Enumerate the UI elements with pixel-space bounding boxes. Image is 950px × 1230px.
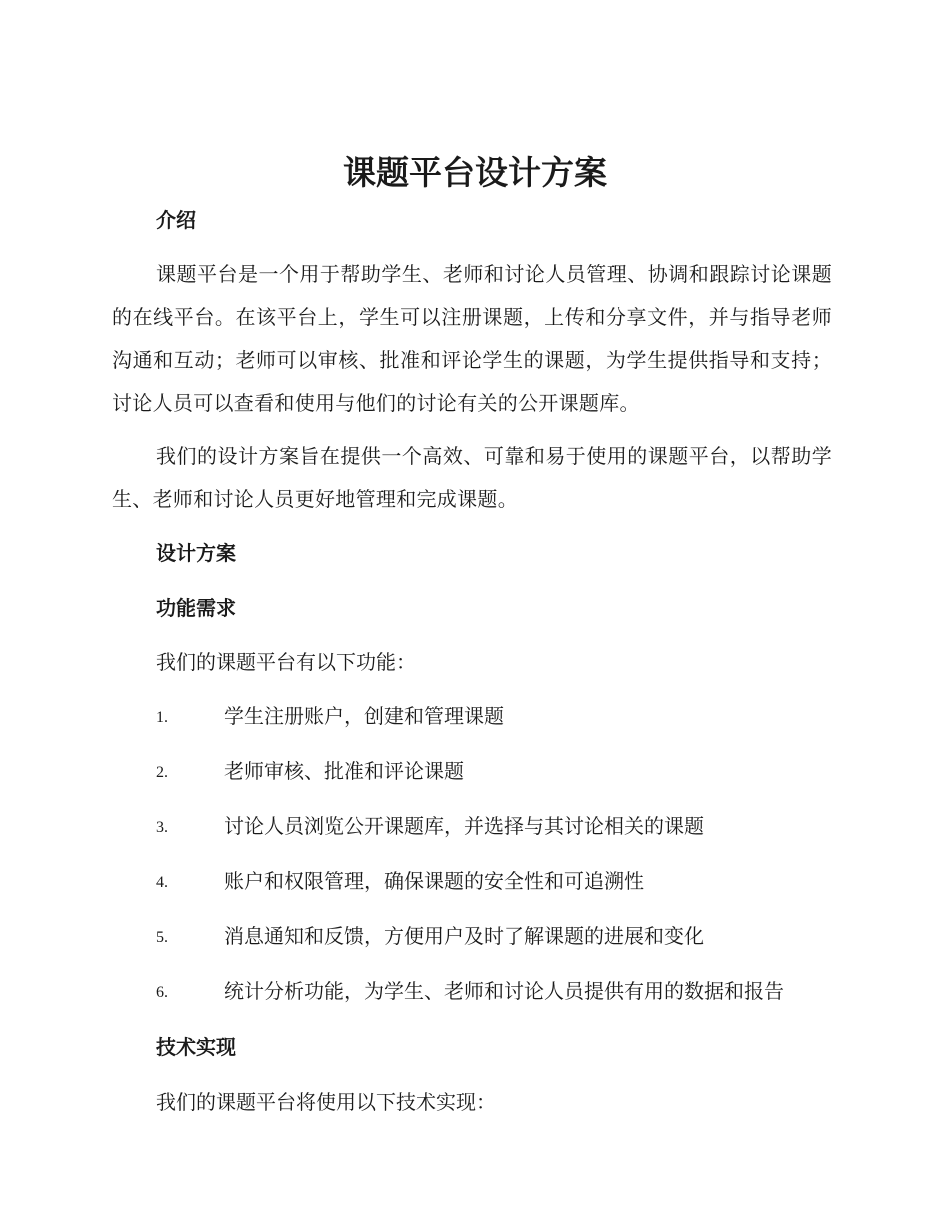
list-item-text: 统计分析功能，为学生、老师和讨论人员提供有用的数据和报告	[224, 979, 784, 1003]
list-item-text: 讨论人员浏览公开课题库，并选择与其讨论相关的课题	[224, 814, 704, 838]
intro-paragraph-1: 课题平台是一个用于帮助学生、老师和讨论人员管理、协调和跟踪讨论课题的在线平台。在该平台上，学生可以注册课题，上传和分享文件，并与指导老师沟通和互动；老师可以审核、批准和评论学生的课题，为学生提供指导和支持；讨论人员可以查看和使用与他们的讨论有关的公开课题库。	[112, 262, 832, 415]
list-item	[156, 812, 856, 867]
list-item-text: 老师审核、批准和评论课题	[224, 759, 464, 783]
list-item-text: 消息通知和反馈，方便用户及时了解课题的进展和变化	[224, 924, 704, 948]
function-requirements-heading: 功能需求	[156, 596, 236, 620]
list-item-number: 3.	[156, 819, 168, 836]
function-intro-text: 我们的课题平台有以下功能：	[156, 650, 416, 674]
list-item	[156, 922, 856, 977]
list-item-number: 6.	[156, 984, 168, 1001]
list-item	[156, 867, 856, 922]
list-item-number: 2.	[156, 764, 168, 781]
list-item-text: 账户和权限管理，确保课题的安全性和可追溯性	[224, 869, 644, 893]
tech-implementation-heading: 技术实现	[156, 1035, 236, 1059]
list-item	[156, 757, 856, 812]
tech-intro-text: 我们的课题平台将使用以下技术实现：	[156, 1090, 496, 1114]
intro-paragraph-2: 我们的设计方案旨在提供一个高效、可靠和易于使用的课题平台，以帮助学生、老师和讨论人员更好地管理和完成课题。	[112, 444, 832, 511]
design-heading: 设计方案	[156, 541, 236, 565]
list-item-number: 4.	[156, 874, 168, 891]
list-item	[156, 977, 856, 1032]
list-item	[156, 702, 856, 757]
intro-heading: 介绍	[156, 208, 196, 232]
function-list	[156, 702, 856, 1032]
list-item-number: 5.	[156, 929, 168, 946]
list-item-text: 学生注册账户，创建和管理课题	[224, 704, 504, 728]
list-item-number: 1.	[156, 709, 168, 726]
document-title: 课题平台设计方案	[343, 153, 607, 192]
